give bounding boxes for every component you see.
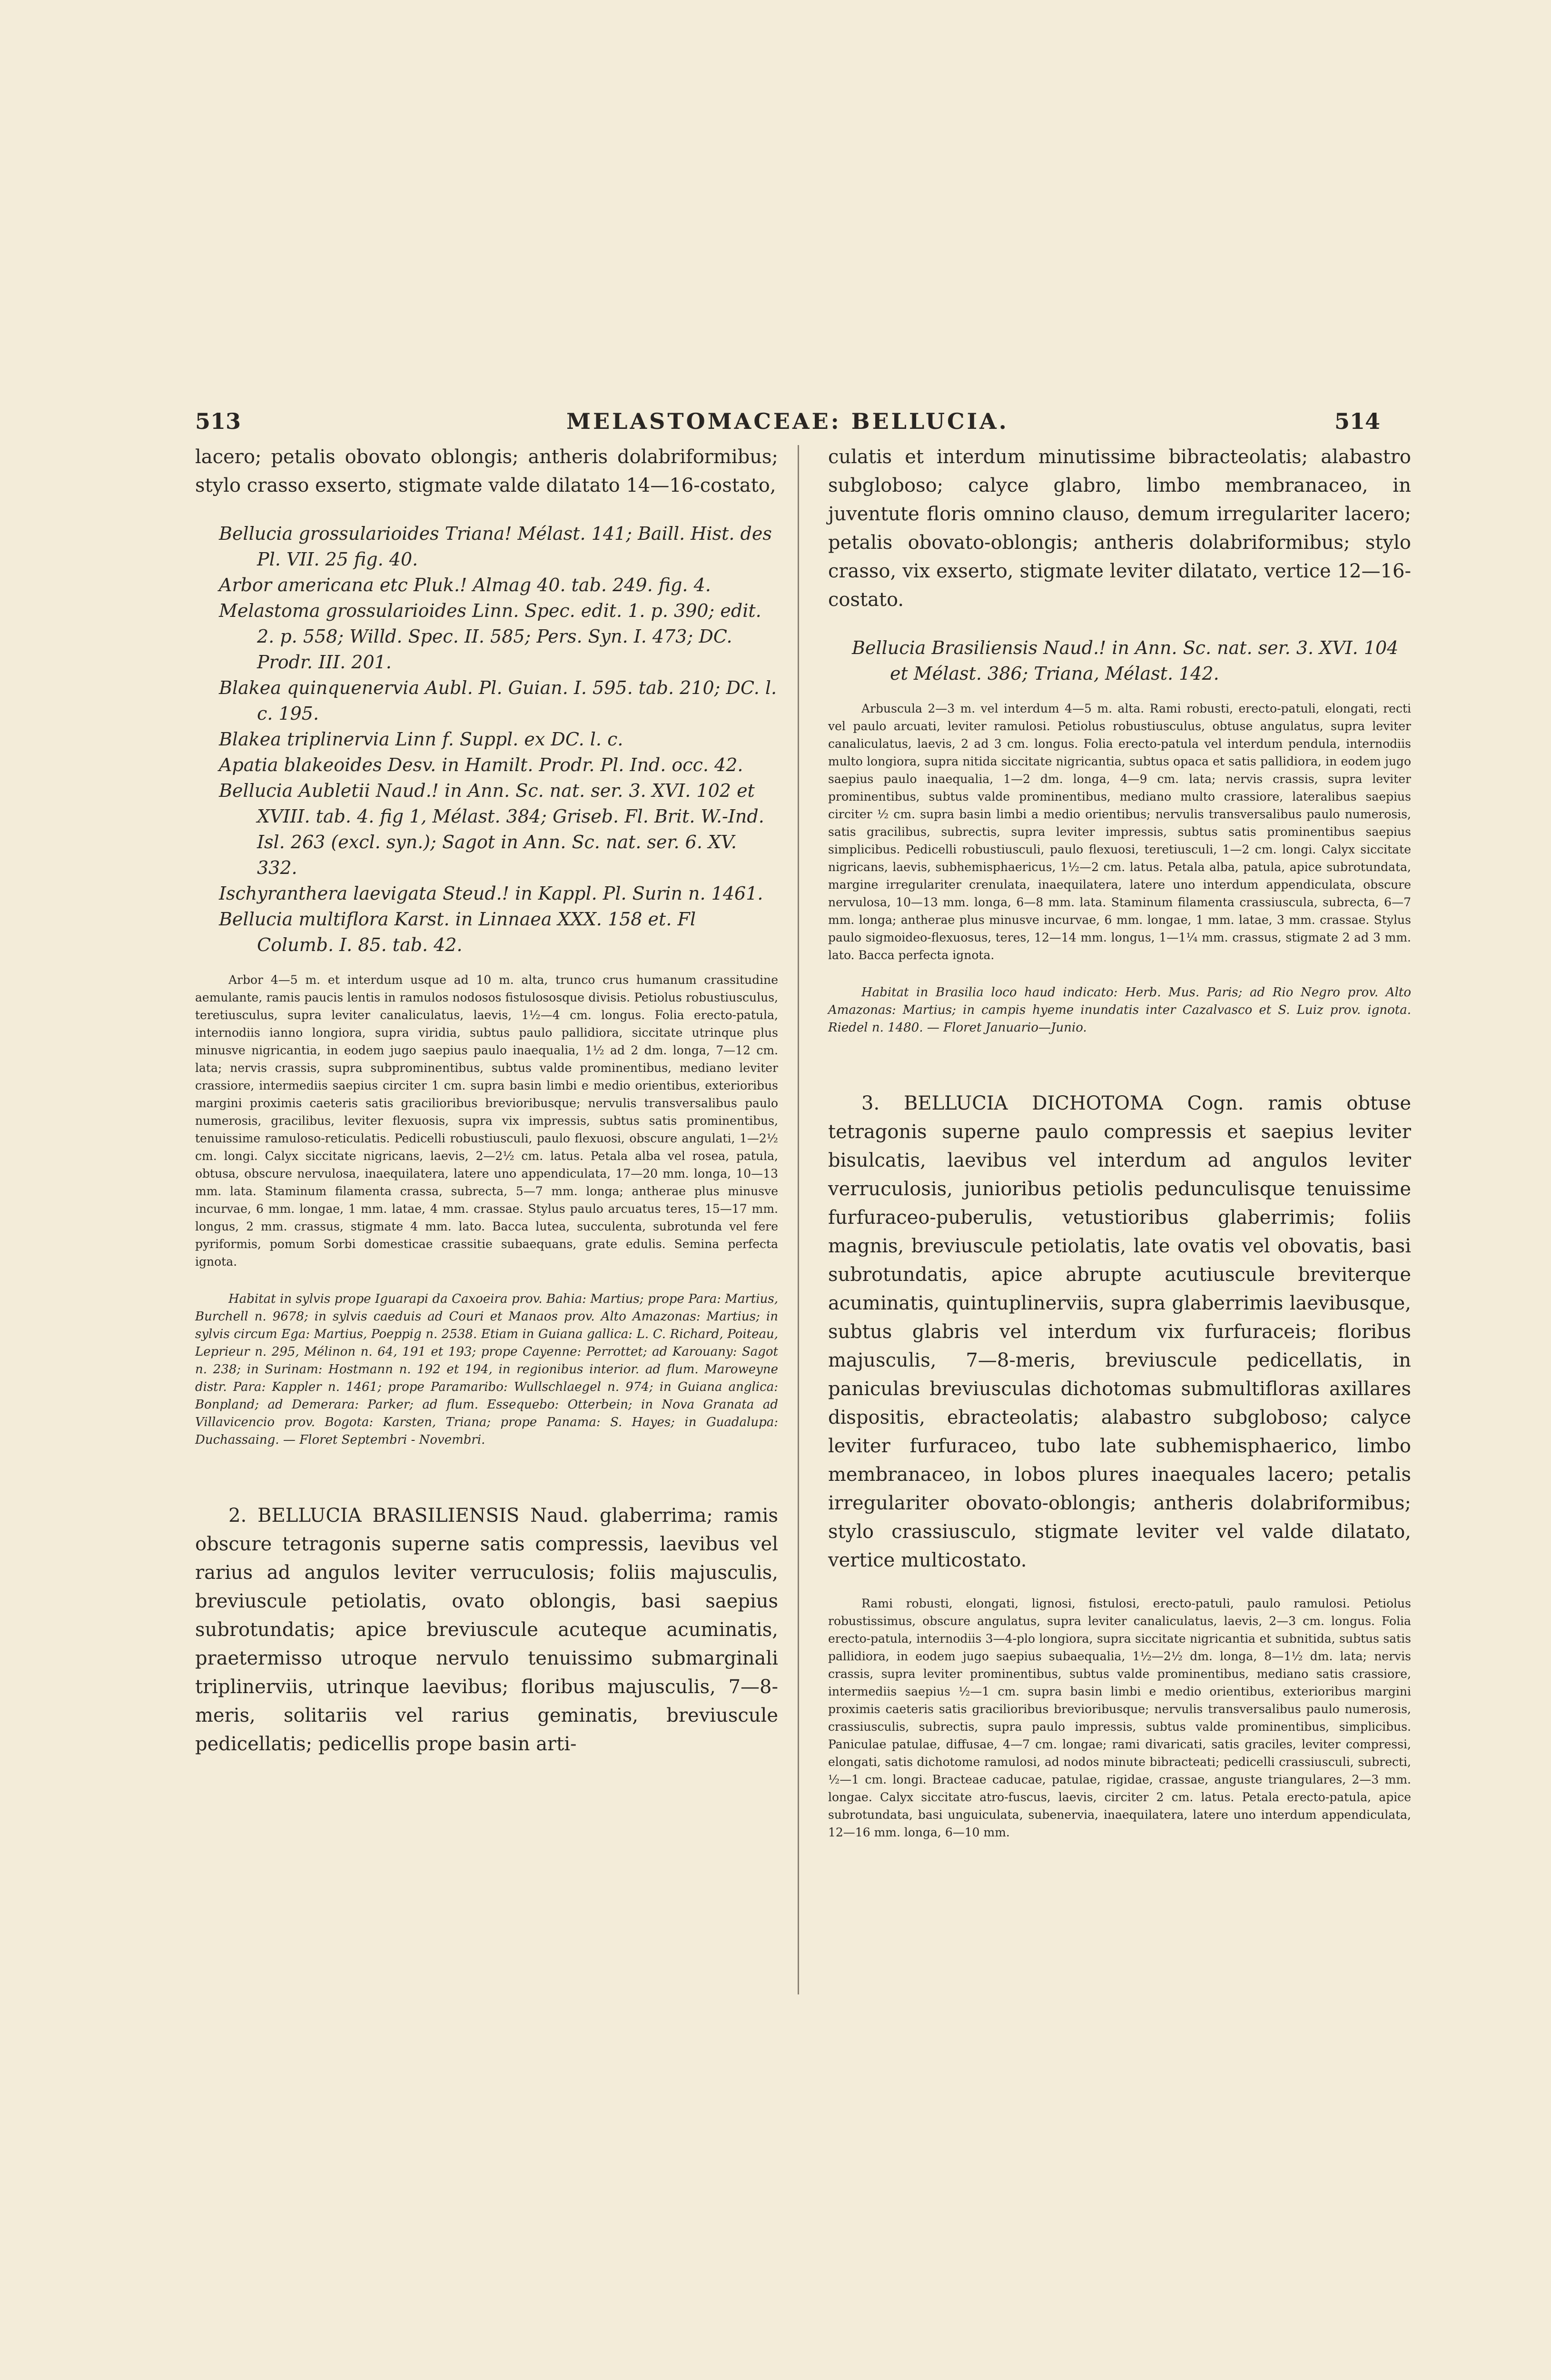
left-column: [195, 443, 778, 1758]
page-number-right: 514: [1334, 408, 1380, 434]
citation-entry: Ischyranthera laevigata Steud.! in Kappl. Pl. Surin n. 1461.: [219, 883, 763, 904]
citation-entry: Bellucia Aubletii Naud.! in Ann. Sc. nat. ser. 3. XVI. 102 et XVIII. tab. 4. fig 1, Mélast. 384; Griseb. Fl. Brit. W.-Ind. Isl. 263 (excl. syn.); Sagot in Ann. Sc. nat. ser. 6. XV. 332.: [219, 780, 764, 878]
citation-entry: Bellucia Brasiliensis Naud.! in Ann. Sc. nat. ser. 3. XVI. 104 et Mélast. 386; Triana, Mélast. 142.: [852, 637, 1399, 684]
left-habitat: Habitat in sylvis prope Iguarapi da Caxoeira prov. Bahia: Martius; prope Para: Martius, Burchell n. 9678; in sylvis caeduis ad Couri et Manaos prov. Alto Amazonas: Martius; in sylvis circum Ega: Martius, Poeppig n. 2538. Etiam in Guiana gallica: L. C. Richard, Poiteau, Leprieur n. 295, Mélinon n. 64, 191 et 193; prope Cayenne: Perrottet; ad Karouany: Sagot n. 238; in Surinam: Hostmann n. 192 et 194, in regionibus interior. ad flum. Maroweyne distr. Para: Kappler n. 1461; prope Paramaribo: Wullschlaegel n. 974; in Guiana anglica: Bonpland; ad Demerara: Parker; ad flum. Essequebo: Otterbein; in Nova Granata ad Villavicencio prov. Bogota: Karsten, Triana; prope Panama: S. Hayes; in Guadalupa: Duchassaing. — Floret Septembri - Novembri.: [195, 1292, 778, 1447]
citation-entry: Arbor americana etc Pluk.! Almag 40. tab. 249. fig. 4.: [219, 575, 711, 595]
right-description: Arbuscula 2—3 m. vel interdum 4—5 m. alta. Rami robusti, erecto-patuli, elongati, recti vel paulo arcuati, leviter ramulosi. Petiolus robustiusculus, obtuse angulatus, supra leviter canaliculatus, laevis, 2 ad 3 cm. longus. Folia erecto-patula vel interdum pendula, internodiis multo longiora, supra nitida siccitate nigricantia, subtus opaca et satis pallidiora, in eodem jugo saepius paulo inaequalia, 1—2 dm. longa, 4—9 cm. lata; nervis crassis, supra leviter prominentibus, subtus valde prominentibus, mediano multo crassiore, lateralibus saepius circiter ½ cm. supra basin limbi a medio orientibus; nervulis transversalibus paulo numerosis, satis gracilibus, subrectis, supra leviter impressis, subtus satis prominentibus saepius simplicibus. Pedicelli robustiusculi, paulo flexuosi, teretiusculi, 1—2 cm. longi. Calyx siccitate nigricans, laevis, subhemisphaericus, 1½—2 cm. latus. Petala alba, patula, apice subrotundata, margine irregulariter crenulata, inaequilatera, latere uno interdum appendiculata, obscure nervulosa, 10—13 mm. longa, 6—8 mm. lata. Staminum filamenta crassiuscula, subrecta, 6—7 mm. longa; antherae plus minusve incurvae, 6 mm. longae, 1 mm. latae, 3 mm. crassae. Stylus paulo sigmoideo-flexuosus, teres, 12—14 mm. longus, 1—1¼ mm. crassus, stigmate 2 ad 3 mm. lato. Bacca perfecta ignota.: [828, 702, 1411, 962]
citation-entry: Bellucia multiflora Karst. in Linnaea XXX. 158 et. Fl Columb. I. 85. tab. 42.: [219, 909, 696, 955]
left-intro-text: lacero; petalis obovato oblongis; antheris dolabriformibus; stylo crasso exserto, stigmate valde dilatato 14—16-costato,: [195, 446, 778, 496]
right-intro-text: culatis et interdum minutissime bibracteolatis; alabastro subgloboso; calyce glabro, limbo membranaceo, in juventute floris omnino clauso, demum irregulariter lacero; petalis obovato-oblongis; antheris dolabriformibus; stylo crasso, vix exserto, stigmate leviter dilatato, vertice 12—16-costato.: [828, 446, 1411, 611]
column-divider: [798, 445, 799, 1994]
running-title: MELASTOMACEAE: BELLUCIA.: [566, 408, 1009, 434]
page-number-left: 513: [195, 408, 241, 434]
citation-entry: Bellucia grossularioides Triana! Mélast. 141; Baill. Hist. des Pl. VII. 25 fig. 40.: [219, 523, 772, 570]
species-3-heading: 3. BELLUCIA DICHOTOMA Cogn. ramis obtuse tetragonis superne paulo compressis et saepius leviter bisulcatis, laevibus vel interdum ad angulos leviter verruculosis, junioribus petiolis pedunculisque tenuissime furfuraceo-puberulis, vetustioribus glaberrimis; foliis magnis, breviuscule petiolatis, late ovatis vel obovatis, basi subrotundatis, apice abrupte acutiuscule breviterque acuminatis, quintuplinerviis, supra glaberrimis laevibusque, subtus glabris vel interdum vix furfuraceis; floribus majusculis, 7—8-meris, breviuscule pedicellatis, in paniculas breviusculas dichotomas submultifloras axillares dispositis, ebracteolatis; alabastro subgloboso; calyce leviter furfuraceo, tubo late subhemisphaerico, limbo membranaceo, in lobos plures inaequales lacero; petalis irregulariter obovato-oblongis; antheris dolabriformibus; stylo crassiusculo, stigmate leviter vel valde dilatato, vertice multicostato.: [828, 1092, 1411, 1571]
species-2-heading: 2. BELLUCIA BRASILIENSIS Naud. glaberrima; ramis obscure tetragonis superne satis compressis, laevibus vel rarius ad angulos leviter verruculosis; foliis majusculis, breviuscule petiolatis, ovato oblongis, basi saepius subrotundatis; apice breviuscule acuteque acuminatis, praetermisso utroque nervulo tenuissimo submarginali triplinerviis, utrinque laevibus; floribus majusculis, 7—8-meris, solitariis vel rarius geminatis, breviuscule pedicellatis; pedicellis prope basin arti-: [195, 1505, 778, 1755]
citation-entry: Apatia blakeoides Desv. in Hamilt. Prodr. Pl. Ind. occ. 42.: [219, 754, 743, 775]
right-citations: [828, 635, 1411, 686]
page-header: [195, 408, 1380, 446]
right-description-2: Rami robusti, elongati, lignosi, fistulosi, erecto-patuli, paulo ramulosi. Petiolus robustissimus, obscure angulatus, supra leviter canaliculatus, laevis, 2—3 cm. longus. Folia erecto-patula, internodiis 3—4-plo longiora, supra siccitate nigricantia et subnitida, subtus satis pallidiora, in eodem jugo saepius subaequalia, 1½—2½ dm. longa, 8—1½ dm. lata; nervis crassis, supra leviter prominentibus, subtus valde prominentibus, mediano satis crassiore, intermediis saepius ½—1 cm. supra basin limbi e medio orientibus, exterioribus margini proximis caeteris satis gracilioribus brevioribusque; nervulis transversalibus paulo numerosis, crassiusculis, subrectis, supra paulo impressis, subtus valde prominentibus, simplicibus. Paniculae patulae, diffusae, 4—7 cm. longae; rami divaricati, satis graciles, leviter compressi, elongati, satis dichotome ramulosi, ad nodos minute bibracteati; pedicelli crassiusculi, subrecti, ½—1 cm. longi. Bracteae caducae, patulae, rigidae, crassae, anguste triangulares, 2—3 mm. longae. Calyx siccitate atro-fuscus, laevis, circiter 2 cm. latus. Petala erecto-patula, apice subrotundata, basi unguiculata, subenervia, inaequilatera, latere uno interdum appendiculata, 12—16 mm. longa, 6—10 mm.: [828, 1597, 1411, 1839]
right-column: [828, 443, 1411, 1841]
citation-entry: Blakea triplinervia Linn f. Suppl. ex DC. l. c.: [219, 729, 623, 750]
citation-entry: Blakea quinquenervia Aubl. Pl. Guian. I. 595. tab. 210; DC. l. c. 195.: [219, 677, 777, 724]
right-habitat: Habitat in Brasilia loco haud indicato: Herb. Mus. Paris; ad Rio Negro prov. Alto Amazonas: Martius; in campis hyeme inundatis inter Cazalvasco et S. Luiz prov. ignota. Riedel n. 1480. — Floret Januario—Junio.: [828, 985, 1411, 1035]
citation-entry: Melastoma grossularioides Linn. Spec. edit. 1. p. 390; edit. 2. p. 558; Willd. Spec. II. 585; Pers. Syn. I. 473; DC. Prodr. III. 201.: [219, 600, 761, 673]
left-citations: [195, 521, 778, 958]
left-description: Arbor 4—5 m. et interdum usque ad 10 m. alta, trunco crus humanum crassitudine aemulante, ramis paucis lentis in ramulos nodosos fistulososque divisis. Petiolus robustiusculus, teretiusculus, supra leviter canaliculatus, laevis, 1½—4 cm. longus. Folia erecto-patula, internodiis ianno longiora, supra viridia, subtus paulo pallidiora, siccitate utrinque plus minusve nigricantia, in eodem jugo saepius paulo inaequalia, 1½ ad 2 dm. longa, 7—12 cm. lata; nervis crassis, supra subprominentibus, subtus valde prominentibus, mediano leviter crassiore, intermediis saepius circiter 1 cm. supra basin limbi e medio orientibus, exterioribus margini proximis caeteris satis gracilioribus brevioribusque; nervulis transversalibus paulo numerosis, gracilibus, leviter flexuosis, supra vix impressis, subtus satis prominentibus, tenuissime ramuloso-reticulatis. Pedicelli robustiusculi, paulo flexuosi, obscure angulati, 1—2½ cm. longi. Calyx siccitate nigricans, laevis, 2—2½ cm. latus. Petala alba vel rosea, patula, obtusa, obscure nervulosa, inaequilatera, latere uno appendiculata, 17—20 mm. longa, 10—13 mm. lata. Staminum filamenta crassa, subrecta, 5—7 mm. longa; antherae plus minusve incurvae, 6 mm. longae, 1 mm. latae, 4 mm. crassae. Stylus paulo arcuatus teres, 15—17 mm. longus, 2 mm. crassus, stigmate 4 mm. lato. Bacca lutea, succulenta, subrotunda vel fere pyriformis, pomum Sorbi domesticae crassitie subaequans, grate edulis. Semina perfecta ignota.: [195, 973, 778, 1269]
